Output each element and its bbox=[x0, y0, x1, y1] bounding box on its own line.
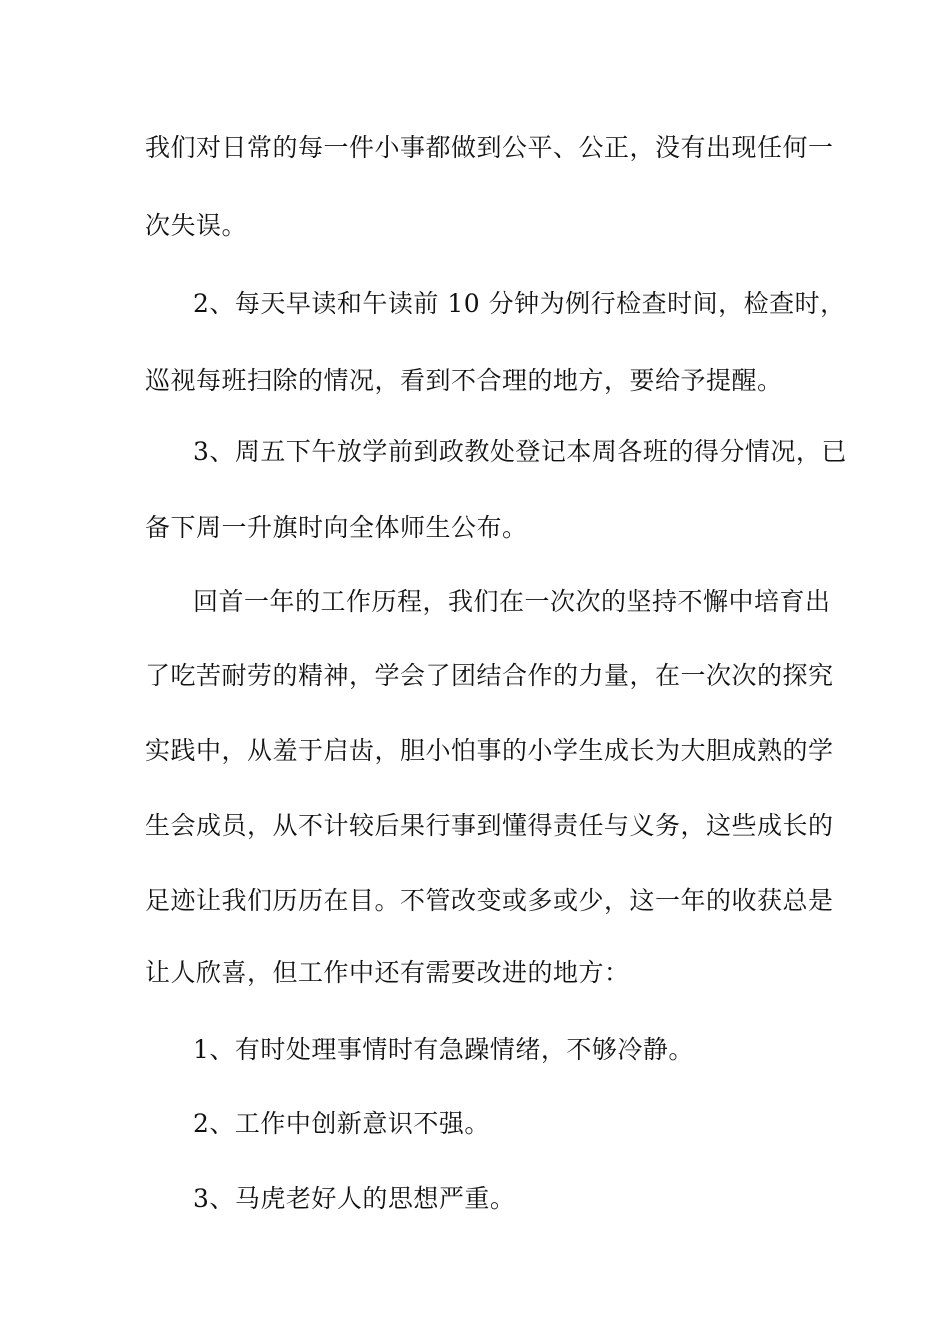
paragraph-line: 巡视每班扫除的情况，看到不合理的地方，要给予提醒。 bbox=[145, 366, 783, 395]
paragraph-line: 让人欣喜，但工作中还有需要改进的地方： bbox=[145, 958, 630, 987]
paragraph-line: 备下周一升旗时向全体师生公布。 bbox=[145, 513, 528, 542]
paragraph-line: 足迹让我们历历在目。不管改变或多或少，这一年的收获总是 bbox=[145, 886, 834, 915]
paragraph-line: 3、周五下午放学前到政教处登记本周各班的得分情况，已 bbox=[193, 437, 847, 466]
paragraph-line: 2、每天早读和午读前 10 分钟为例行检查时间，检查时， bbox=[193, 289, 846, 318]
paragraph-line: 实践中，从羞于启齿，胆小怕事的小学生成长为大胆成熟的学 bbox=[145, 736, 834, 765]
paragraph-line: 1、有时处理事情时有急躁情绪，不够冷静。 bbox=[193, 1035, 694, 1064]
paragraph-line: 2、工作中创新意识不强。 bbox=[193, 1109, 490, 1138]
paragraph-line: 次失误。 bbox=[145, 211, 248, 240]
paragraph-line: 我们对日常的每一件小事都做到公平、公正，没有出现任何一 bbox=[145, 133, 834, 162]
paragraph-line: 3、马虎老好人的思想严重。 bbox=[193, 1184, 516, 1213]
paragraph-line: 回首一年的工作历程，我们在一次次的坚持不懈中培育出 bbox=[193, 587, 831, 616]
paragraph-line: 了吃苦耐劳的精神，学会了团结合作的力量，在一次次的探究 bbox=[145, 661, 834, 690]
paragraph-line: 生会成员，从不计较后果行事到懂得责任与义务，这些成长的 bbox=[145, 811, 834, 840]
